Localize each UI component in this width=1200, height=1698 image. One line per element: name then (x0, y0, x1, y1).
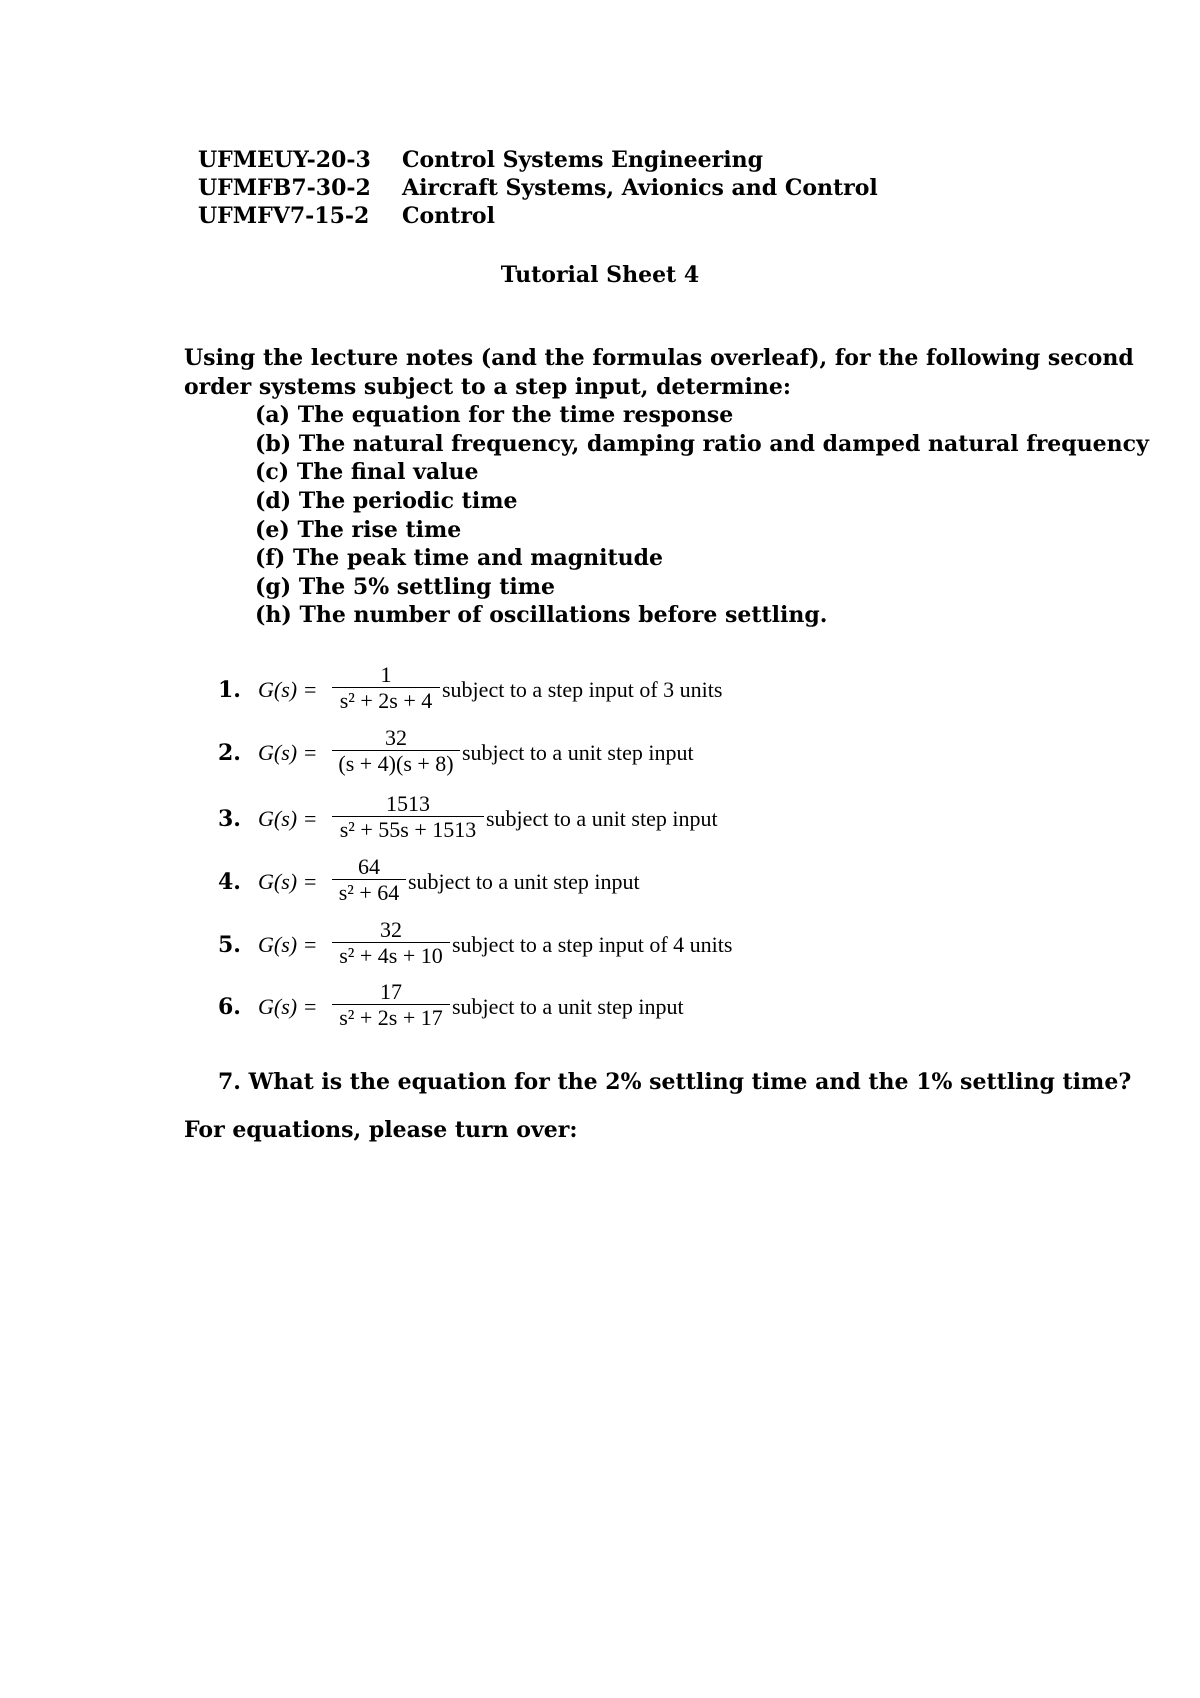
list-item: (b) The natural frequency, damping ratio and damped natural frequency (255, 431, 1149, 457)
intro-line: Using the lecture notes (and the formulas overleaf), for the following second (184, 345, 1134, 371)
fraction (332, 663, 440, 714)
equation-lhs: G(s) = (258, 994, 318, 1019)
course-code: UFMEUY-20-3 (198, 147, 371, 173)
denominator: s² + 2s + 17 (339, 1005, 443, 1030)
numerator: 1513 (386, 791, 430, 816)
problem-number: 3. (218, 806, 241, 832)
question-7: 7. What is the equation for the 2% settling time and the 1% settling time? (218, 1069, 1132, 1095)
denominator: (s + 4)(s + 8) (338, 751, 454, 776)
equation-lhs: G(s) = (258, 677, 318, 702)
course-row (198, 202, 495, 230)
fraction (332, 918, 450, 969)
intro-line: order systems subject to a step input, determine: (184, 374, 791, 400)
course-code: UFMFV7-15-2 (198, 203, 370, 229)
denominator: s² + 2s + 4 (339, 688, 433, 713)
footer-note: For equations, please turn over: (184, 1117, 578, 1143)
fraction (332, 855, 406, 906)
course-name: Aircraft Systems, Avionics and Control (402, 175, 878, 201)
equation-lhs: G(s) = (258, 869, 318, 894)
list-item: (f) The peak time and magnitude (255, 545, 664, 571)
numerator: 17 (380, 979, 402, 1004)
numerator: 1 (380, 662, 392, 687)
course-code: UFMFB7-30-2 (198, 175, 371, 201)
course-name: Control (402, 203, 495, 229)
list-item: (c) The final value (255, 459, 479, 485)
problem-condition: subject to a unit step input (452, 994, 684, 1019)
list-item: (e) The rise time (255, 517, 462, 543)
problem-number: 2. (218, 740, 241, 766)
fraction (332, 792, 484, 843)
list-item: (a) The equation for the time response (255, 402, 734, 428)
denominator: s² + 4s + 10 (339, 943, 443, 968)
denominator: s² + 55s + 1513 (339, 817, 477, 842)
problem-condition: subject to a unit step input (462, 740, 694, 765)
problem-number: 5. (218, 932, 241, 958)
fraction (332, 726, 460, 777)
denominator: s² + 64 (338, 880, 400, 905)
problem-condition: subject to a step input of 3 units (442, 677, 723, 702)
list-item: (g) The 5% settling time (255, 574, 556, 600)
problem-number: 4. (218, 869, 241, 895)
course-row (198, 174, 878, 202)
equation-lhs: G(s) = (258, 932, 318, 957)
numerator: 32 (385, 725, 407, 750)
equation-lhs: G(s) = (258, 740, 318, 765)
page-title: Tutorial Sheet 4 (500, 262, 700, 288)
problem-condition: subject to a unit step input (408, 869, 640, 894)
problem-condition: subject to a unit step input (486, 806, 718, 831)
list-item: (d) The periodic time (255, 488, 518, 514)
equation-lhs: G(s) = (258, 806, 318, 831)
course-row (198, 146, 763, 174)
fraction (332, 980, 450, 1031)
problem-number: 6. (218, 994, 241, 1020)
problem-condition: subject to a step input of 4 units (452, 932, 733, 957)
course-name: Control Systems Engineering (402, 147, 763, 173)
list-item: (h) The number of oscillations before settling. (255, 602, 828, 628)
problem-number: 1. (218, 677, 241, 703)
numerator: 64 (358, 854, 380, 879)
numerator: 32 (380, 917, 402, 942)
